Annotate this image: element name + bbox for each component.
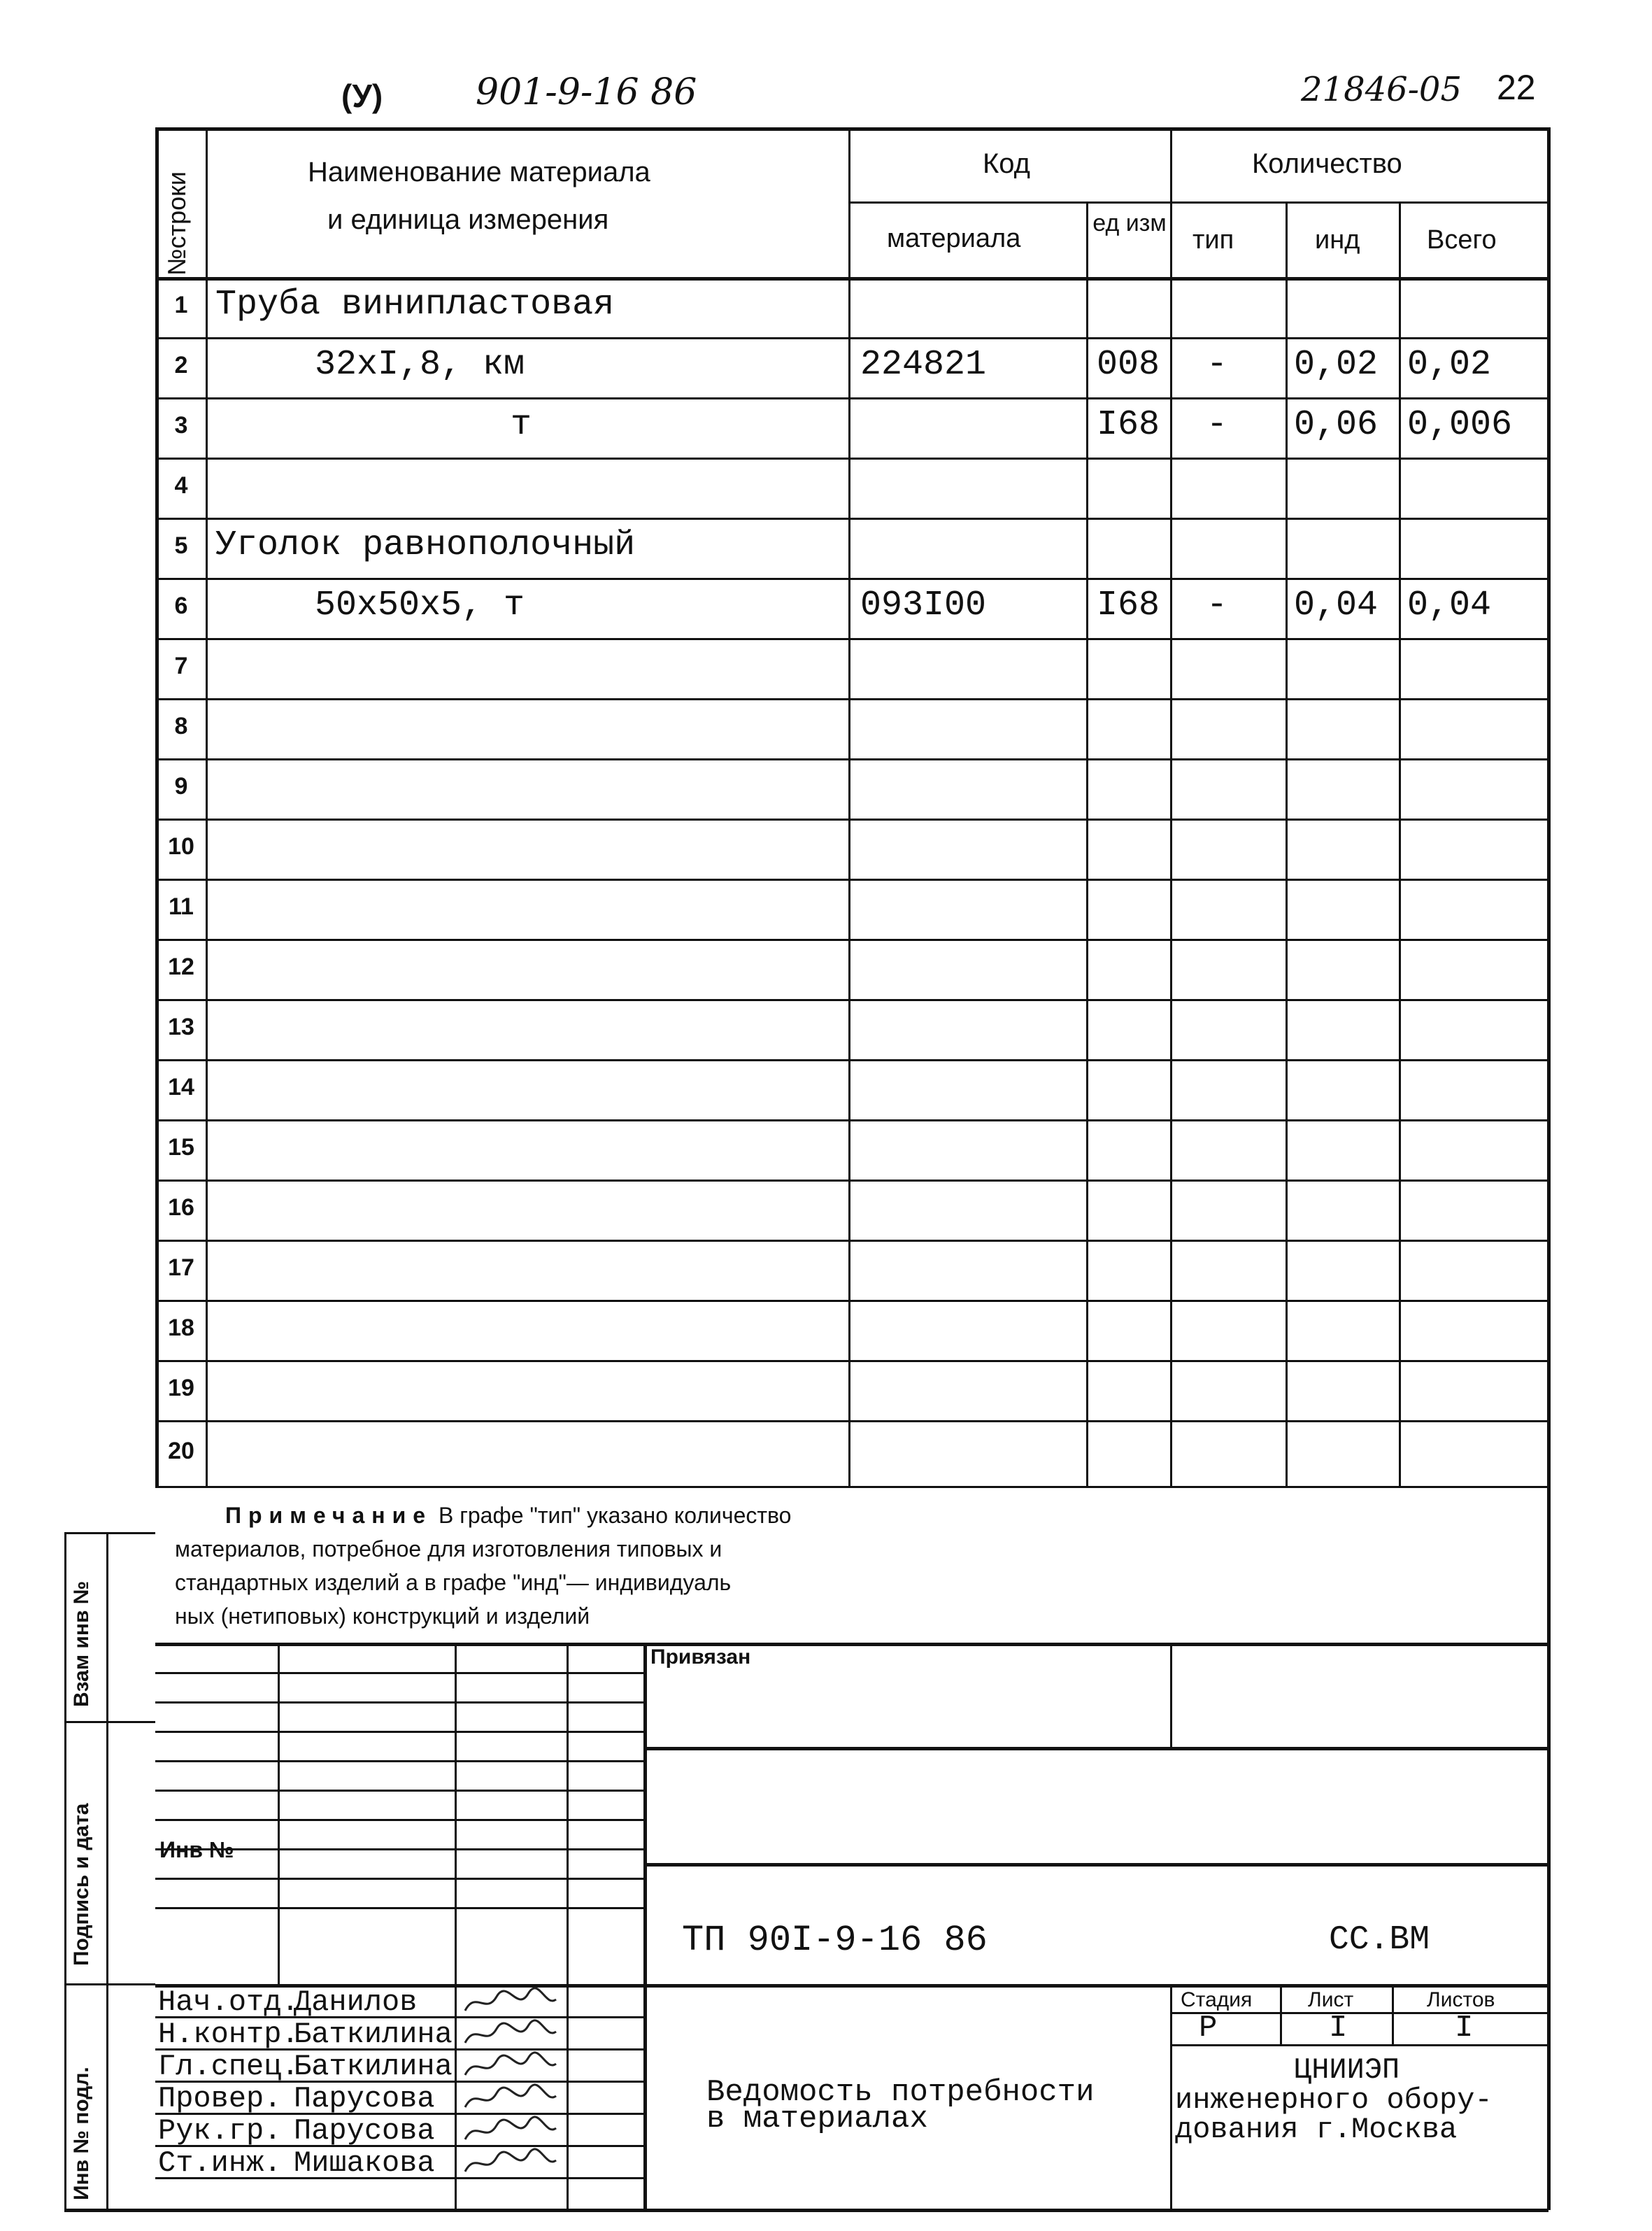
col-name-header-1: Наименование материала: [308, 157, 650, 187]
col-name-header-2: и единица измерения: [327, 204, 609, 235]
row-code: 093I00: [860, 586, 987, 625]
row-code: 224821: [860, 345, 987, 385]
col-unit-header: ед изм: [1092, 210, 1167, 236]
signer-role: Гл.спец.: [158, 2050, 299, 2083]
row-name: т: [511, 405, 532, 445]
row-unit: I68: [1097, 405, 1160, 445]
row-unit: I68: [1097, 586, 1160, 625]
signer-role: Н.контр.: [158, 2018, 299, 2051]
row-name: Уголок равнополочный: [215, 525, 636, 565]
row-number: 19: [168, 1375, 194, 1401]
side-inv-podl-label: Инв № подл.: [70, 2067, 93, 2200]
row-unit: 008: [1097, 345, 1160, 385]
signer-name: Баткилина: [294, 2018, 453, 2051]
doc-title-2: в материалах: [706, 2102, 928, 2137]
note-line-3: стандартных изделий а в графе "инд"— индивидуаль: [175, 1570, 732, 1595]
signature-scribble-icon: [462, 2116, 560, 2146]
row-type: -: [1206, 586, 1228, 625]
tp-code: ТП 90I-9-16 86: [682, 1920, 988, 1961]
signer-role: Ст.инж.: [158, 2146, 282, 2180]
signer-role: Провер.: [158, 2082, 282, 2116]
sheet-label: Лист: [1308, 1988, 1354, 2011]
signer-name: Парусова: [294, 2082, 435, 2116]
note-line-4: ных (нетиповых) конструкций и изделий: [175, 1603, 590, 1629]
row-number: 16: [168, 1194, 194, 1221]
row-number: 10: [168, 833, 194, 860]
stage-value: Р: [1199, 2011, 1218, 2046]
signer-role: Рук.гр.: [158, 2114, 282, 2148]
page-number: 22: [1497, 68, 1536, 107]
row-number: 12: [168, 954, 194, 980]
doc-number: 901-9-16 86: [476, 71, 697, 113]
row-total: 0,006: [1407, 405, 1513, 445]
inv-no-label: Инв №: [159, 1837, 234, 1862]
note-block: [175, 1499, 791, 1633]
org-line-1: ЦНИИЭП: [1294, 2053, 1400, 2087]
org-line-2: инженерного обору-: [1175, 2083, 1493, 2117]
row-ind: 0,02: [1294, 345, 1379, 385]
row-number: 14: [168, 1074, 194, 1100]
row-name: Труба винипластовая: [215, 285, 615, 325]
row-number: 18: [168, 1315, 194, 1341]
privyazan-label: Привязан: [650, 1645, 751, 1669]
left-code: (У): [341, 78, 383, 114]
signer-name: Парусова: [294, 2114, 435, 2148]
sheet-code: СС.ВМ: [1329, 1921, 1430, 1959]
signature-scribble-icon: [462, 1987, 560, 2018]
row-name: 50х50х5, т: [315, 586, 525, 625]
row-number: 13: [168, 1014, 194, 1040]
signature-scribble-icon: [462, 2083, 560, 2114]
row-total: 0,04: [1407, 586, 1492, 625]
row-number: 20: [168, 1438, 194, 1464]
row-ind: 0,06: [1294, 405, 1379, 445]
col-qty-ind-header: инд: [1315, 225, 1360, 255]
row-name: 32хI,8, км: [315, 345, 525, 385]
row-number: 3: [174, 412, 188, 439]
note-title: Примечание: [225, 1503, 433, 1528]
signature-scribble-icon: [462, 2051, 560, 2082]
col-row-num-header: №строки: [162, 171, 191, 276]
right-code: 21846-05: [1301, 70, 1462, 109]
row-number: 5: [174, 532, 188, 559]
row-number: 15: [168, 1134, 194, 1161]
signer-name: Баткилина: [294, 2050, 453, 2083]
row-number: 1: [174, 292, 188, 318]
col-qty-type-header: тип: [1192, 225, 1234, 255]
signer-name: Данилов: [294, 1985, 418, 2019]
sheets-value: I: [1455, 2011, 1474, 2046]
note-line-1: В графе "тип" указано количество: [432, 1503, 792, 1528]
row-number: 7: [174, 653, 188, 679]
side-podpis-label: Подпись и дата: [70, 1803, 93, 1966]
side-vzam-label: Взам инв №: [70, 1580, 93, 1707]
row-number: 2: [174, 352, 188, 378]
stage-label: Стадия: [1181, 1988, 1253, 2011]
row-total: 0,02: [1407, 345, 1492, 385]
col-qty-total-header: Всего: [1427, 225, 1497, 255]
row-number: 9: [174, 773, 188, 800]
row-number: 11: [169, 893, 194, 920]
col-code-material-header: материала: [887, 224, 1021, 253]
signature-scribble-icon: [462, 2019, 560, 2050]
sheets-label: Листов: [1427, 1988, 1495, 2011]
col-qty-header: Количество: [1252, 148, 1402, 179]
row-number: 8: [174, 713, 188, 739]
note-line-2: материалов, потребное для изготовления типовых и: [175, 1536, 722, 1561]
signer-name: Мишакова: [294, 2146, 435, 2180]
row-ind: 0,04: [1294, 586, 1379, 625]
row-type: -: [1206, 405, 1228, 445]
col-code-header: Код: [983, 148, 1031, 179]
sheet-value: I: [1329, 2011, 1348, 2046]
signature-scribble-icon: [462, 2148, 560, 2179]
doc-title-1: Ведомость потребности: [706, 2075, 1095, 2110]
row-type: -: [1206, 345, 1228, 385]
org-line-3: дования г.Москва: [1175, 2113, 1458, 2146]
row-number: 6: [174, 593, 188, 619]
signer-role: Нач.отд.: [158, 1985, 299, 2019]
row-number: 4: [174, 472, 188, 499]
row-number: 17: [168, 1254, 194, 1281]
